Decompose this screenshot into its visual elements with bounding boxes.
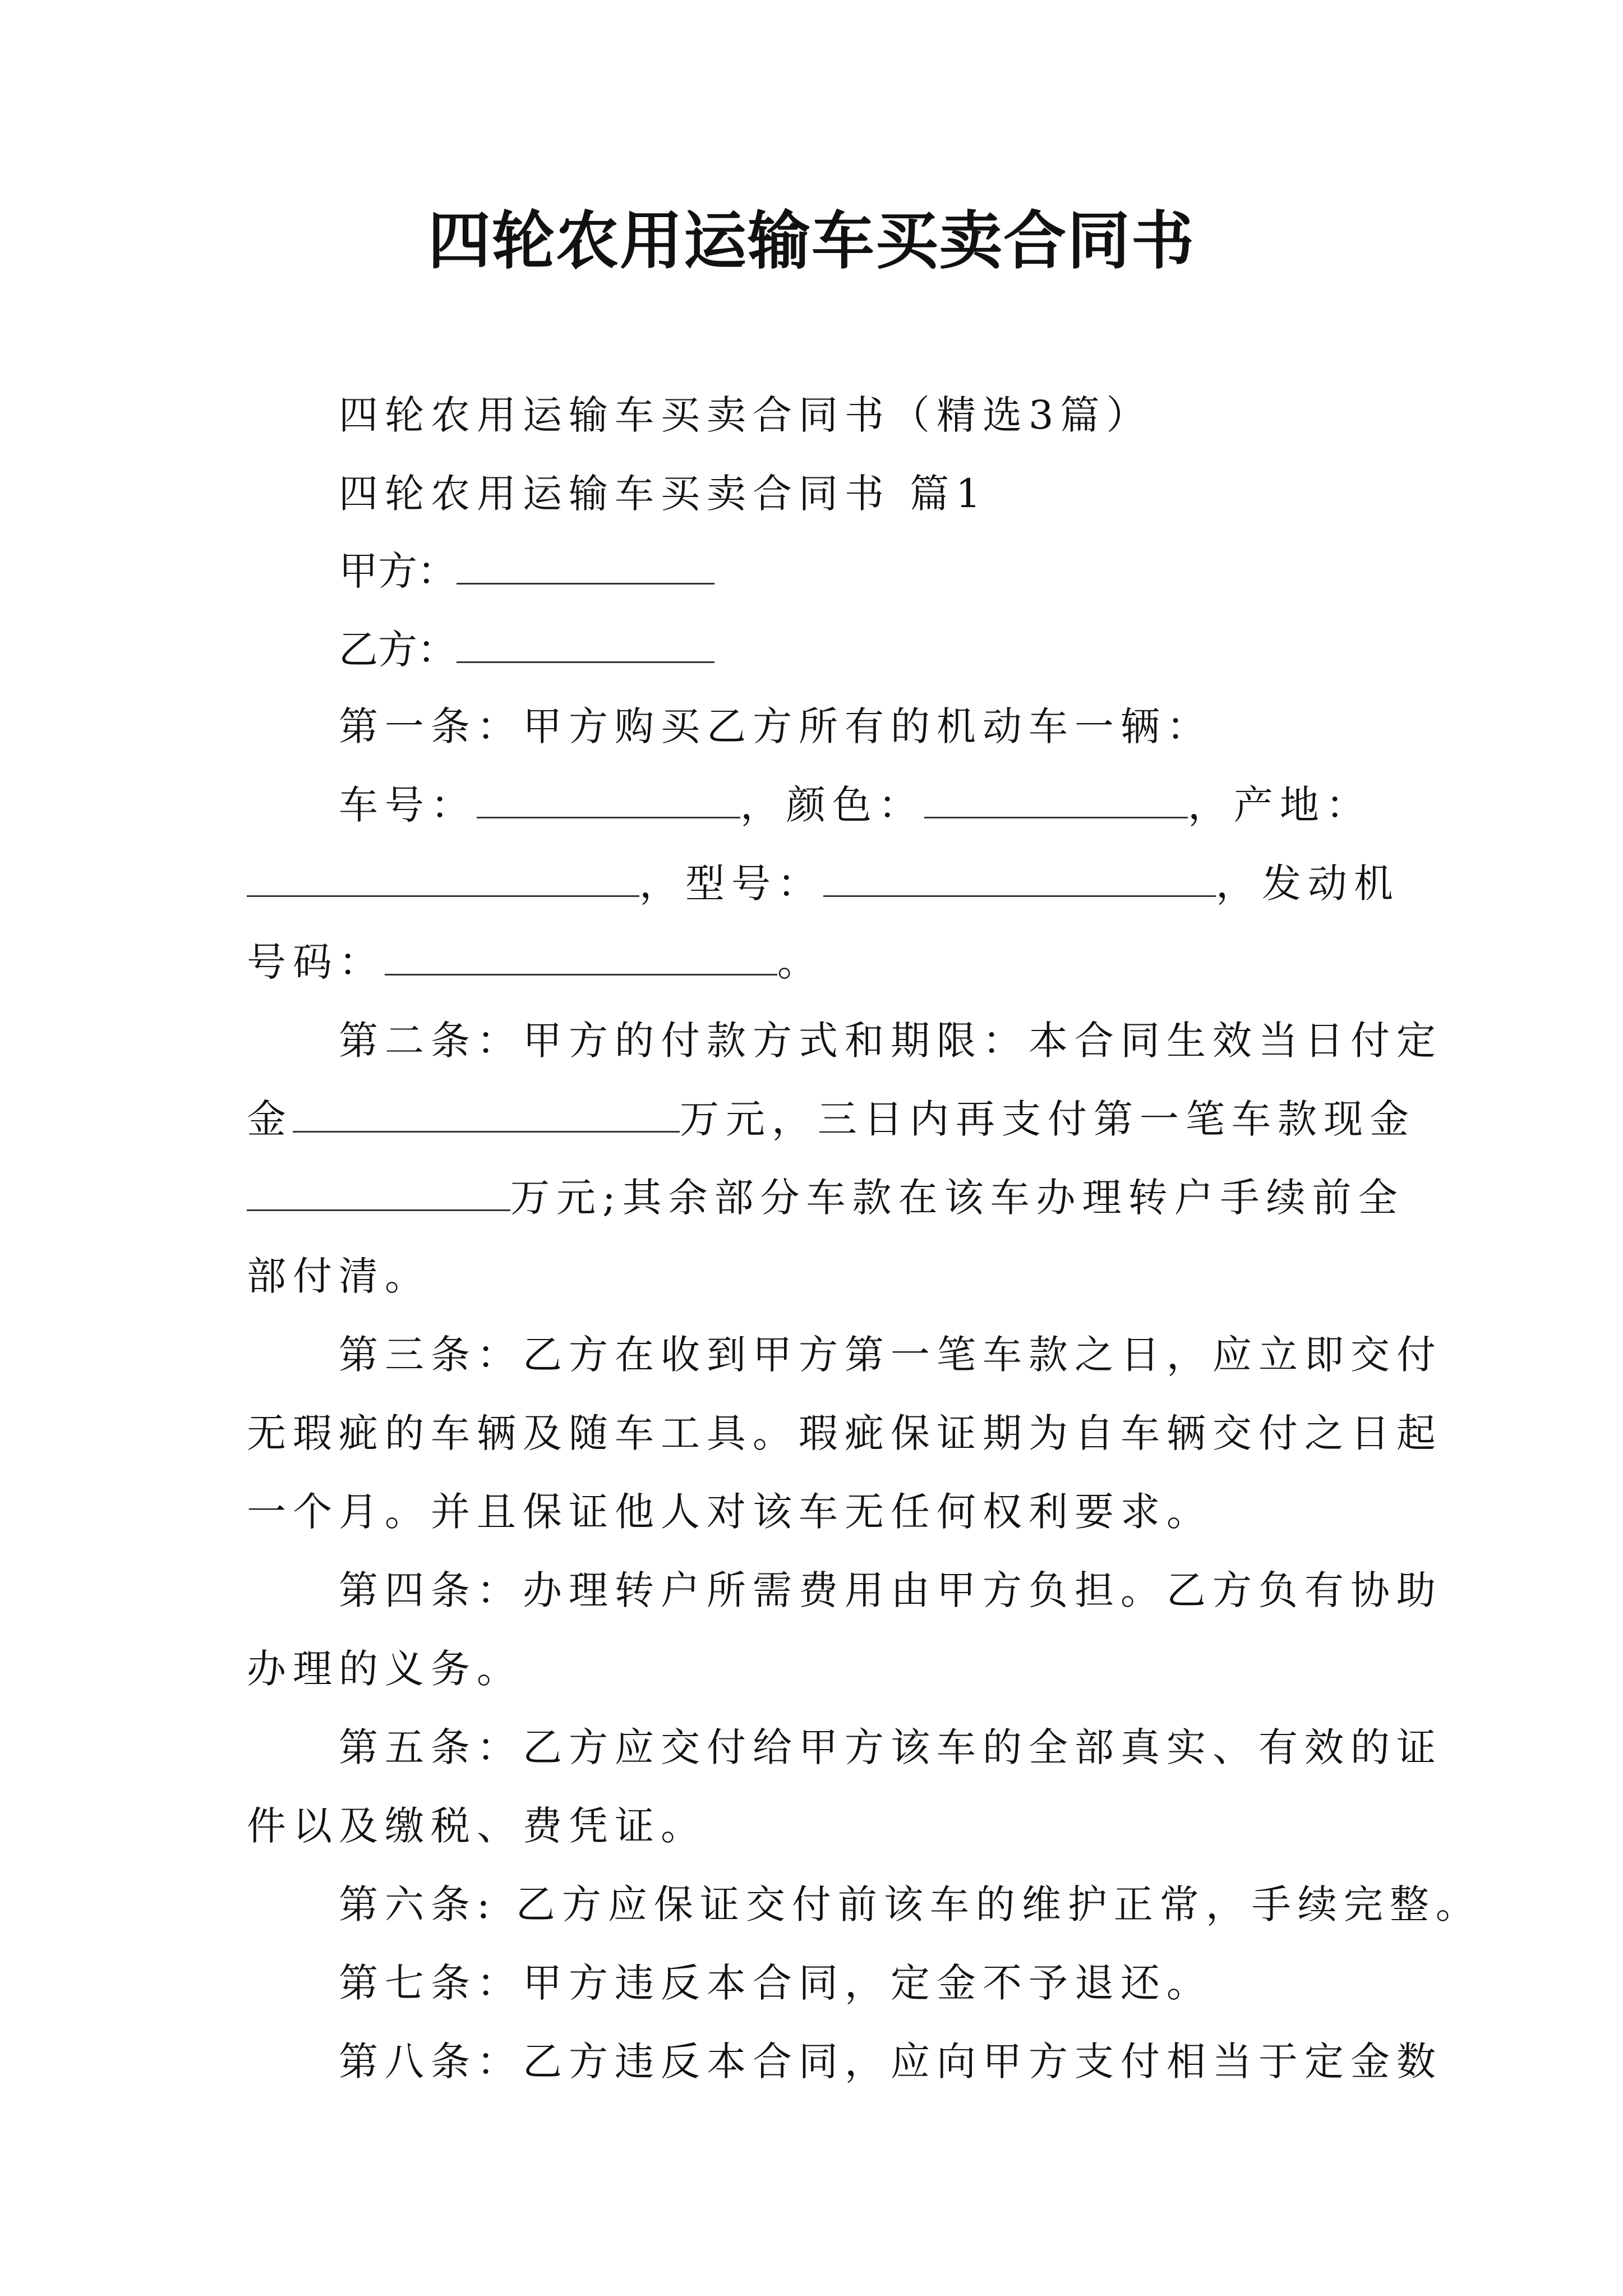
article-2-text-2: 万元，三日内再支付第一笔车款现金 [680,1096,1415,1142]
plate-blank [477,777,740,818]
origin-blank [247,856,639,897]
party-a-blank [457,544,714,585]
article-5-line-1: 第五条：乙方应交付给甲方该车的全部真实、有效的证 [339,1724,1442,1770]
article-3-line-1: 第三条：乙方在收到甲方第一笔车款之日，应立即交付 [339,1332,1442,1378]
article-3-line-2: 无瑕疵的车辆及随车工具。瑕疵保证期为自车辆交付之日起 [247,1410,1442,1456]
article-2-text-3: 万元;其余部分车款在该车办理转户手续前全 [510,1175,1404,1221]
vehicle-end: 。 [777,939,823,985]
color-label: ，颜色： [740,782,924,828]
first-payment-blank [247,1170,510,1211]
origin-label: ，产地： [1188,782,1372,828]
article-2-line-1: 第二条：甲方的付款方式和期限：本合同生效当日付定 [339,1018,1442,1064]
party-b-label: 乙方： [339,627,457,673]
color-blank [924,777,1188,818]
deposit-blank [293,1092,680,1133]
party-b-blank [457,622,714,663]
article-6: 第六条: 乙方应保证交付前该车的维护正常，手续完整。 [339,1881,1482,1927]
party-a-line [339,543,1380,599]
document-subtitle: 四轮农用运输车买卖合同书（精选3篇） [339,392,1152,438]
engine-no-label: 号码： [247,939,385,985]
section-heading: 四轮农用运输车买卖合同书 篇1 [339,471,988,517]
document-title: 四轮农用运输车买卖合同书 [428,204,1195,278]
vehicle-line-1 [339,777,1380,833]
article-4-line-1: 第四条：办理转户所需费用由甲方负担。乙方负有协助 [339,1567,1442,1613]
engine-label: ，发动机 [1216,861,1400,907]
article-3-line-3: 一个月。并且保证他人对该车无任何权利要求。 [247,1489,1212,1535]
party-b-line [339,622,1380,678]
vehicle-line-3 [247,934,1380,990]
article-1: 第一条：甲方购买乙方所有的机动车一辆： [339,703,1212,749]
article-2-line-4: 部付清。 [247,1253,431,1299]
vehicle-line-2 [247,855,1400,912]
deposit-label: 金 [247,1096,293,1142]
article-7: 第七条：甲方违反本合同，定金不予退还。 [339,1960,1212,2006]
article-8: 第八条：乙方违反本合同，应向甲方支付相当于定金数 [339,2039,1442,2085]
article-5-line-2: 件以及缴税、费凭证。 [247,1803,707,1849]
plate-label: 车号： [339,782,477,828]
party-a-label: 甲方： [339,548,457,594]
engine-no-blank [385,935,777,976]
model-label: ，型号： [639,861,823,907]
model-blank [823,856,1216,897]
article-2-line-2 [247,1091,1415,1147]
article-4-line-2: 办理的义务。 [247,1646,523,1692]
article-2-line-3 [247,1170,1404,1226]
